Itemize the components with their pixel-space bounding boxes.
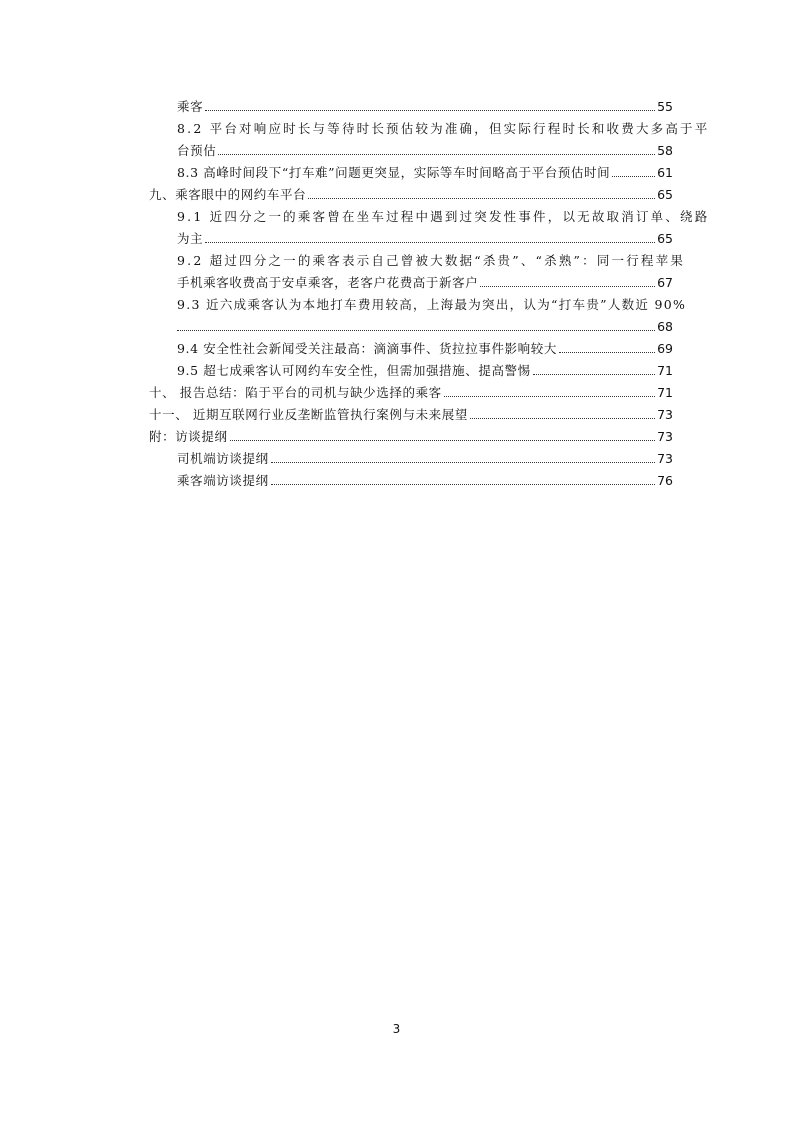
toc-entry-9-4[interactable] [177, 336, 673, 358]
toc-entry-title-line1: 9.3 近六成乘客认为本地打车费用较高，上海最为突出，认为“打车贵”人数近 90% [177, 297, 687, 312]
toc-entry-title-line1: 9.2 超过四分之一的乘客表示自己曾被大数据“杀贵”、“杀熟”：同一行程苹果 [177, 253, 686, 268]
toc-entry-page: 69 [657, 341, 673, 356]
dot-leader [271, 462, 655, 463]
toc-entry-page: 71 [657, 385, 673, 400]
toc-entry-9-1[interactable] [177, 204, 710, 248]
toc-entry-page: 68 [657, 319, 673, 334]
dot-leader [271, 484, 655, 485]
toc-entry-chapter-9[interactable] [149, 182, 673, 204]
toc-entry-page: 65 [657, 231, 673, 246]
toc-entry-page: 61 [657, 165, 673, 180]
toc-entry-page: 65 [657, 187, 673, 202]
toc-entry-page: 71 [657, 363, 673, 378]
toc-entry-title-line1: 9.1 近四分之一的乘客曾在坐车过程中遇到过突发性事件，以无故取消订单、绕路 [177, 209, 710, 224]
dot-leader [480, 286, 655, 287]
dot-leader [205, 242, 655, 243]
toc-entry-9-5[interactable] [177, 358, 673, 380]
dot-leader [177, 330, 655, 331]
toc-entry-8-3[interactable] [177, 160, 673, 182]
toc-entry-page: 67 [657, 275, 673, 290]
toc-entry-page: 76 [657, 473, 673, 488]
toc-entry-title: 乘客端访谈提纲 [177, 473, 269, 488]
toc-entry-title-line2: 台预估 [177, 143, 217, 158]
toc-entry-title-line2: 为主 [177, 231, 204, 246]
toc-entry-page: 73 [657, 451, 673, 466]
toc-entry-title: 9.5 超七成乘客认可网约车安全性，但需加强措施、提高警惕 [177, 363, 531, 378]
toc-entry-title: 十一、 近期互联网行业反垄断监管执行案例与未来展望 [149, 407, 468, 422]
toc-entry-driver-outline[interactable] [177, 446, 673, 468]
toc-entry-title: 九、乘客眼中的网约车平台 [149, 187, 307, 202]
dot-leader [230, 440, 655, 441]
toc-entry-9-2[interactable] [177, 248, 686, 292]
dot-leader [559, 352, 655, 353]
toc-entry-title-line1: 8.2 平台对响应时长与等待时长预估较为准确，但实际行程时长和收费大多高于平 [177, 121, 710, 136]
toc-entry-appendix[interactable] [149, 424, 673, 446]
toc-entry-title: 十、 报告总结：陷于平台的司机与缺少选择的乘客 [149, 385, 442, 400]
toc-entry-8-2[interactable] [177, 116, 710, 160]
dot-leader [612, 176, 655, 177]
dot-leader [308, 198, 655, 199]
toc-entry-chapter-10[interactable] [149, 380, 673, 402]
toc-entry-chapter-11[interactable] [149, 402, 673, 424]
toc-entry-9-3[interactable] [177, 292, 687, 336]
toc-entry-page: 58 [657, 143, 673, 158]
dot-leader [470, 418, 655, 419]
dot-leader [205, 110, 655, 111]
toc-entry-title-line2: 手机乘客收费高于安卓乘客，老客户花费高于新客户 [177, 275, 479, 290]
toc-entry-page: 55 [657, 99, 673, 114]
dot-leader [218, 154, 655, 155]
dot-leader [533, 374, 655, 375]
toc-entry-passenger-outline[interactable] [177, 468, 673, 490]
toc-entry-title: 附：访谈提纲 [149, 429, 228, 444]
toc-entry-title: 司机端访谈提纲 [177, 451, 269, 466]
page-number: 3 [392, 1022, 401, 1036]
toc-entry-title: 乘客 [177, 99, 204, 114]
toc-entry-page: 73 [657, 407, 673, 422]
toc-entry-title: 9.4 安全性社会新闻受关注最高：滴滴事件、货拉拉事件影响较大 [177, 341, 557, 356]
toc-entry-page: 73 [657, 429, 673, 444]
toc-entry-title: 8.3 高峰时间段下“打车难”问题更突显，实际等车时间略高于平台预估时间 [177, 165, 611, 180]
toc-entry-passenger[interactable] [177, 94, 673, 116]
dot-leader [444, 396, 655, 397]
